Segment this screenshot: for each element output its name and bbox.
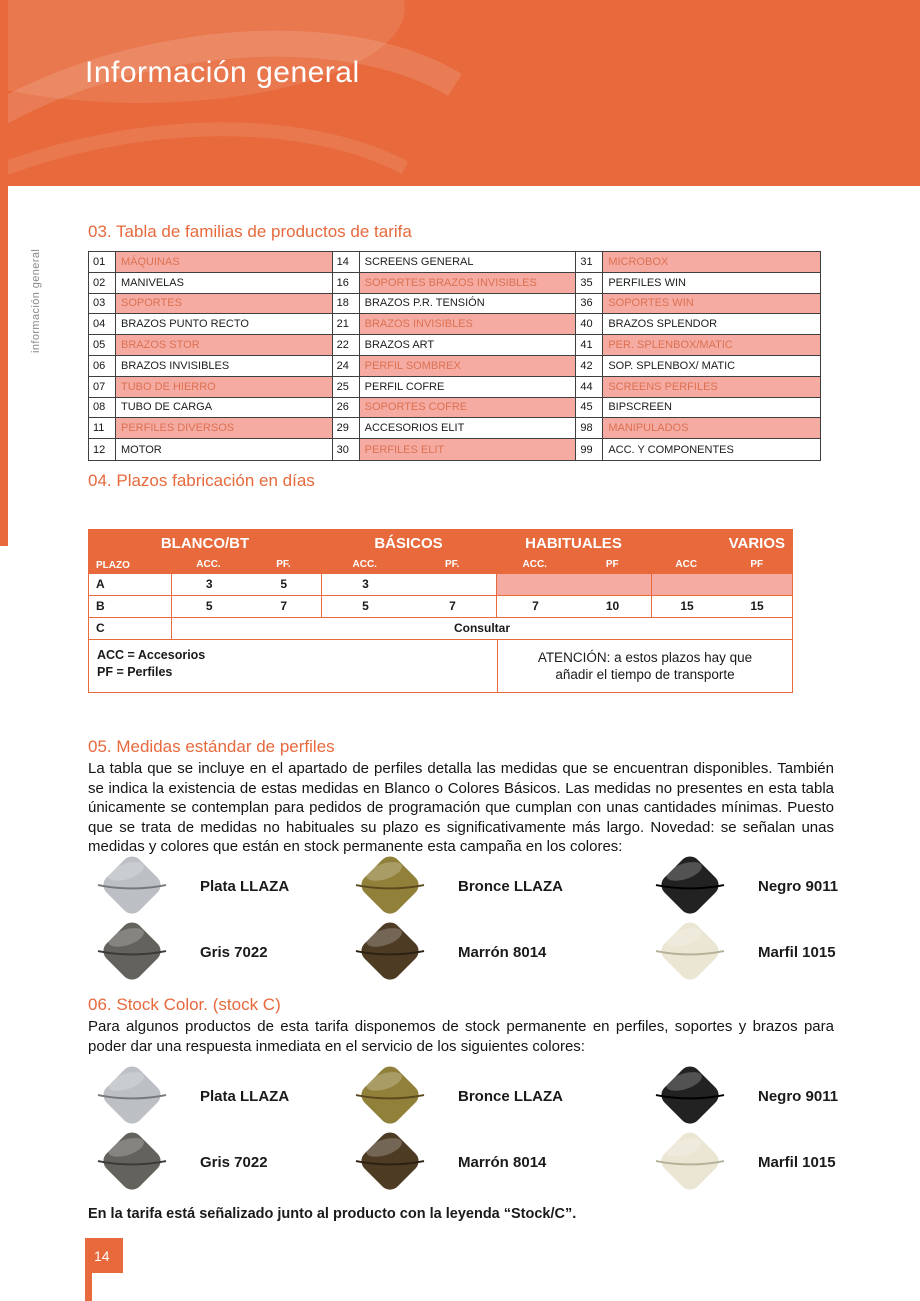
page-title: Información general (85, 56, 360, 89)
column-header: PF (605, 559, 619, 570)
family-name: ACC. Y COMPONENTES (608, 443, 734, 456)
table-row (89, 377, 332, 398)
table-row (333, 294, 576, 315)
family-name: SOP. SPLENBOX/ MATIC (608, 359, 736, 372)
table-row (576, 439, 820, 460)
color-swatch-icon (88, 851, 176, 921)
table-row (89, 294, 332, 315)
family-name: PERFIL COFRE (364, 380, 445, 393)
section-06-heading: 06. Stock Color. (stock C) (88, 995, 281, 1014)
table-row (576, 377, 820, 398)
swatch-label: Gris 7022 (200, 943, 268, 961)
family-name: ACCESORIOS ELIT (364, 422, 465, 435)
family-code: 06 (89, 356, 116, 376)
family-code: 07 (89, 377, 116, 397)
lead-value: 15 (680, 599, 694, 613)
lead-value (409, 574, 496, 595)
lead-times-group-header (89, 530, 792, 557)
family-name: MICROBOX (603, 252, 820, 272)
color-swatch-icon (646, 917, 734, 987)
family-code: 41 (576, 335, 603, 355)
stock-colors-grid-06 (88, 1064, 839, 1194)
table-row (333, 418, 576, 439)
column-header: PF (750, 559, 764, 570)
footer-strip (85, 1273, 92, 1301)
section-06-paragraph: Para algunos productos de esta tarifa disponemos de stock permanente en perfiles, soportes y brazos para poder dar una respuesta inmediata en el servicio de los siguientes colores: (88, 1018, 834, 1055)
family-code: 02 (89, 273, 116, 293)
family-name: BRAZOS INVISIBLES (360, 314, 576, 334)
family-name: BRAZOS INVISIBLES (121, 359, 230, 372)
lead-value: 3 (205, 577, 213, 591)
color-swatch-icon (346, 1127, 434, 1197)
families-column-3 (576, 252, 820, 460)
swatch-label: Negro 9011 (758, 1087, 839, 1105)
family-code: 05 (89, 335, 116, 355)
color-swatch-item (346, 920, 646, 984)
stock-colors-grid-05 (88, 854, 839, 984)
color-swatch-item (88, 1064, 346, 1128)
group-header: BÁSICOS (374, 535, 443, 552)
family-code: 44 (576, 377, 603, 397)
table-row (89, 356, 332, 377)
table-row (576, 398, 820, 419)
family-name: BRAZOS ART (364, 339, 435, 352)
family-code: 40 (576, 314, 603, 334)
swatch-diamond (99, 918, 165, 984)
table-row (89, 252, 332, 273)
sidebar-vertical-label: información general (30, 248, 42, 353)
lead-value: 5 (280, 577, 288, 591)
color-swatch-item (88, 920, 346, 984)
table-row (576, 418, 820, 439)
family-code: 11 (89, 418, 116, 438)
family-code: 12 (89, 439, 116, 460)
color-swatch-icon (646, 1127, 734, 1197)
swatch-label: Gris 7022 (200, 1153, 268, 1171)
left-margin-strip (0, 0, 8, 546)
section-05-paragraph: La tabla que se incluye en el apartado de perfiles detalla las medidas que se encuentran disponibles. También se indica la existencia de estas medidas en Blanco o Colores Básicos. Las medidas no presentes en esta tabla únicamente se contemplan para pedidos de programación que cumplan con unas cantidades mínimas. Puesto que se trata de medidas no habituales su plazo es significativamente más largo. Novedad: se señalan unas medidas y colores que están en stock permanente esta campaña en los colores: (88, 760, 834, 856)
lead-times-table (88, 529, 793, 693)
not-available-cell (496, 574, 651, 595)
family-code: 16 (333, 273, 360, 293)
family-code: 04 (89, 314, 116, 334)
lead-times-row-c (89, 617, 792, 639)
family-name: SOPORTES COFRE (360, 398, 576, 418)
table-row (89, 418, 332, 439)
column-header: ACC (675, 559, 698, 570)
family-code: 14 (333, 252, 360, 272)
color-swatch-icon (88, 1127, 176, 1197)
legend-line: PF = Perfiles (97, 665, 173, 679)
table-row (333, 252, 576, 273)
family-name: PERFILES ELIT (360, 439, 576, 460)
swatch-label: Bronce LLAZA (458, 1087, 563, 1105)
table-row (333, 335, 576, 356)
families-column-1 (89, 252, 333, 460)
table-row (576, 273, 820, 294)
sub-header-pair (321, 557, 496, 573)
sub-header-pair (651, 557, 792, 573)
swatch-label: Plata LLAZA (200, 877, 290, 895)
swatch-diamond (657, 1128, 723, 1194)
section-03-heading: 03. Tabla de familias de productos de tarifa (88, 222, 412, 241)
swatch-label: Marfil 1015 (758, 1153, 836, 1171)
family-code: 35 (576, 273, 603, 293)
swatch-label: Negro 9011 (758, 877, 839, 895)
lead-times-footer (89, 639, 792, 692)
color-swatch-item (346, 1064, 646, 1128)
table-row (576, 294, 820, 315)
family-code: 26 (333, 398, 360, 418)
group-header: HABITUALES (525, 535, 622, 552)
family-name: MÁQUINAS (116, 252, 332, 272)
family-code: 30 (333, 439, 360, 460)
family-name: BRAZOS PUNTO RECTO (121, 318, 249, 331)
value-pair (496, 596, 651, 617)
section-05-heading: 05. Medidas estándar de perfiles (88, 737, 335, 756)
table-row (333, 398, 576, 419)
swatch-label: Marrón 8014 (458, 1153, 547, 1171)
swatch-diamond (357, 918, 423, 984)
color-swatch-icon (346, 917, 434, 987)
family-name: MOTOR (121, 443, 162, 456)
sub-header-pair (496, 557, 651, 573)
column-header: ACC. (522, 559, 547, 570)
family-name: SCREENS PERFILES (603, 377, 820, 397)
family-code: 42 (576, 356, 603, 376)
lead-value: 7 (532, 599, 539, 613)
table-row (89, 335, 332, 356)
lead-times-row-a (89, 573, 792, 595)
family-name: SOPORTES BRAZOS INVISIBLES (360, 273, 576, 293)
family-code: 21 (333, 314, 360, 334)
column-header: PF. (445, 559, 460, 570)
group-header: VARIOS (728, 535, 785, 552)
table-row (89, 439, 332, 460)
group-header: BLANCO/BT (160, 535, 250, 552)
family-name: BRAZOS STOR (116, 335, 332, 355)
color-swatch-icon (646, 1061, 734, 1131)
plazo-label: C (96, 621, 105, 635)
banner-swirl-decoration (0, 0, 920, 186)
color-swatch-item (88, 1130, 346, 1194)
swatch-diamond (99, 1062, 165, 1128)
color-swatch-icon (88, 917, 176, 987)
legend-line: ACC = Accesorios (97, 648, 206, 662)
family-name: PER. SPLENBOX/MATIC (603, 335, 820, 355)
color-swatch-item (646, 854, 838, 918)
plazo-label: B (96, 599, 105, 613)
family-name: PERFILES DIVERSOS (116, 418, 332, 438)
family-code: 99 (576, 439, 603, 460)
color-swatch-item (646, 1064, 838, 1128)
family-code: 03 (89, 294, 116, 314)
value-pair (171, 574, 321, 595)
lead-value: 15 (750, 599, 764, 613)
sub-header-pair (171, 557, 321, 573)
swatch-diamond (99, 852, 165, 918)
transport-notice: ATENCIÓN: a estos plazos hay que añadir el tiempo de transporte (497, 640, 792, 692)
value-pair (321, 574, 496, 595)
swatch-label: Marfil 1015 (758, 943, 836, 961)
family-name: SOPORTES WIN (603, 294, 820, 314)
column-header: PLAZO (96, 559, 130, 571)
page-banner (0, 0, 920, 186)
family-code: 18 (333, 294, 360, 314)
swatch-diamond (99, 1128, 165, 1194)
family-name: BIPSCREEN (608, 401, 672, 414)
table-row (333, 356, 576, 377)
swatch-diamond (657, 1062, 723, 1128)
lead-times-row-b (89, 595, 792, 617)
swatch-diamond (657, 918, 723, 984)
table-row (576, 314, 820, 335)
table-row (576, 356, 820, 377)
value-pair (651, 596, 792, 617)
color-swatch-icon (346, 1061, 434, 1131)
swatch-label: Marrón 8014 (458, 943, 547, 961)
table-row (333, 439, 576, 460)
swatch-diamond (357, 1128, 423, 1194)
swatch-diamond (357, 852, 423, 918)
color-swatch-item (646, 920, 838, 984)
color-swatch-icon (346, 851, 434, 921)
value-pair (171, 596, 321, 617)
family-code: 24 (333, 356, 360, 376)
table-row (333, 377, 576, 398)
family-name: BRAZOS P.R. TENSIÓN (364, 297, 485, 310)
not-available-cell (651, 574, 792, 595)
stock-legend-note: En la tarifa está señalizado junto al producto con la leyenda “Stock/C”. (88, 1206, 577, 1222)
value-pair (321, 596, 496, 617)
page-number: 14 (85, 1238, 123, 1273)
column-header: ACC. (352, 559, 377, 570)
family-name: TUBO DE HIERRO (116, 377, 332, 397)
lead-value: 5 (362, 599, 369, 613)
section-04-heading: 04. Plazos fabricación en días (88, 471, 315, 490)
family-code: 98 (576, 418, 603, 438)
family-name: SOPORTES (116, 294, 332, 314)
table-row (333, 314, 576, 335)
table-row (89, 273, 332, 294)
family-name: MANIVELAS (121, 276, 184, 289)
family-name: SCREENS GENERAL (364, 255, 474, 268)
column-header: ACC. (196, 559, 221, 570)
legend (89, 640, 497, 692)
color-swatch-icon (88, 1061, 176, 1131)
consult-label: Consultar (171, 618, 792, 639)
family-code: 08 (89, 398, 116, 418)
family-code: 31 (576, 252, 603, 272)
family-name: PERFIL SOMBREX (360, 356, 576, 376)
swatch-diamond (657, 852, 723, 918)
lead-value: 7 (280, 599, 288, 613)
swatch-label: Bronce LLAZA (458, 877, 563, 895)
color-swatch-item (646, 1130, 838, 1194)
column-header: PF. (276, 559, 291, 570)
family-code: 22 (333, 335, 360, 355)
table-row (89, 314, 332, 335)
family-code: 45 (576, 398, 603, 418)
table-row (576, 252, 820, 273)
family-name: MANIPULADOS (603, 418, 820, 438)
table-row (333, 273, 576, 294)
family-code: 36 (576, 294, 603, 314)
family-name: PERFILES WIN (608, 276, 686, 289)
table-row (89, 398, 332, 419)
family-name: TUBO DE CARGA (121, 401, 213, 414)
table-row (576, 335, 820, 356)
lead-value: 5 (205, 599, 213, 613)
family-code: 29 (333, 418, 360, 438)
lead-value: 10 (605, 599, 620, 613)
color-swatch-item (346, 854, 646, 918)
family-name: BRAZOS SPLENDOR (608, 318, 718, 331)
plazo-label: A (96, 577, 105, 591)
color-swatch-item (346, 1130, 646, 1194)
product-families-table (88, 251, 821, 461)
families-column-2 (333, 252, 577, 460)
color-swatch-item (88, 854, 346, 918)
lead-times-sub-header (89, 557, 792, 573)
lead-value: 3 (362, 577, 369, 591)
lead-value: 7 (449, 599, 456, 613)
swatch-diamond (357, 1062, 423, 1128)
family-code: 01 (89, 252, 116, 272)
family-code: 25 (333, 377, 360, 397)
color-swatch-icon (646, 851, 734, 921)
swatch-label: Plata LLAZA (200, 1087, 290, 1105)
